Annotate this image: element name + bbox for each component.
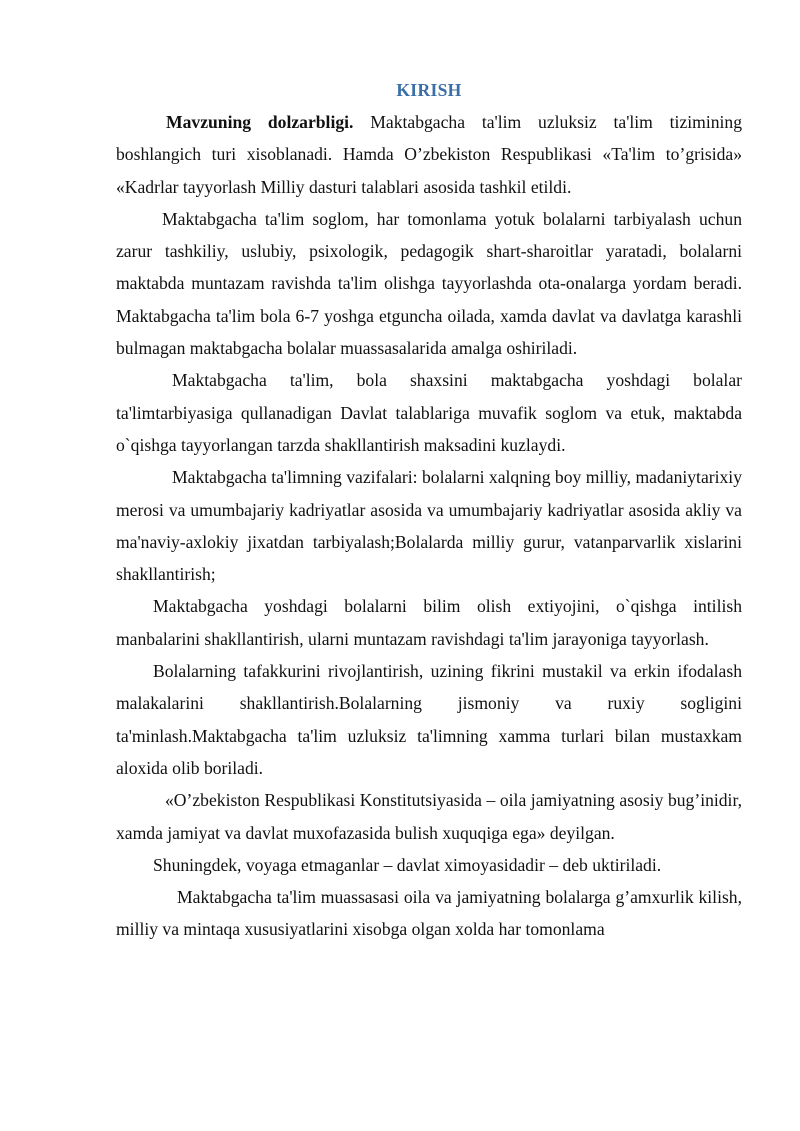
section-title: KIRISH	[396, 80, 462, 100]
paragraph-9: Maktabgacha ta'lim muassasasi oila va jamiyatning bolalarga g’amxurlik kilish, milliy va mintaqa xususiyatlarini xisobga olgan xolda har tomonlama	[116, 887, 742, 940]
paragraph-8: Shuningdek, voyaga etmaganlar – davlat ximoyasidadir – deb uktiriladi.	[153, 854, 662, 875]
paragraph-lead: Mavzuning dolzarbligi.	[166, 112, 354, 132]
paragraph-1	[116, 106, 742, 203]
paragraph-3: Maktabgacha ta'lim, bola shaxsini maktabgacha yoshdagi bolalar ta'limtarbiyasiga qullanadigan Davlat talablariga muvafik soglom va etuk, maktabda o`qishga tayyorlangan tarzda shakllantirish maksadini kuzlaydi.	[116, 370, 742, 455]
paragraph-4: Maktabgacha ta'limning vazifalari: bolalarni xalqning boy milliy, madaniytarixiy merosi va umumbajariy kadriyatlar asosida va umumbajariy kadriyatlar asosida akliy va ma'naviy-axlokiy jixatdan tarbiyalash;Bolalarda milliy gurur, vatanparvarlik xislarini shakllantirish;	[116, 467, 742, 585]
paragraph-7: «O’zbekiston Respublikasi Konstitutsiyasida – oila jamiyatning asosiy bug’inidir, xamda jamiyat va davlat muxofazasida bulish xuquqiga ega» deyilgan.	[116, 790, 742, 843]
paragraph-2: Maktabgacha ta'lim soglom, har tomonlama yotuk bolalarni tarbiyalash uchun zarur tashkiliy, uslubiy, psixologik, pedagogik shart-sharoitlar yaratadi, bolalarni maktabda muntazam ravishda ta'lim olishga tayyorlashda ota-onalarga yordam beradi. Maktabgacha ta'lim bola 6-7 yoshga etguncha oilada, xamda davlat va davlatga karashli bulmagan maktabgacha bolalar muassasalarida amalga oshiriladi.	[116, 208, 742, 359]
document-body	[116, 74, 742, 946]
paragraph-6: Bolalarning tafakkurini rivojlantirish, uzining fikrini mustakil va erkin ifodalash malakalarini shakllantirish.Bolalarning jismoniy va ruxiy sogligini ta'minlash.Maktabgacha ta'lim uzluksiz ta'limning xamma turlari bilan mustaxkam aloxida olib boriladi.	[116, 661, 742, 778]
paragraph-text: Maktabgacha ta'lim uzluksiz ta'lim tizimining boshlangich turi xisoblanadi. Hamda O’zbekiston Respublikasi «Ta'lim to’grisida» «Kadrlar tayyorlash Milliy dasturi talablari asosida tashkil etildi.	[116, 112, 742, 197]
paragraph-5: Maktabgacha yoshdagi bolalarni bilim olish extiyojini, o`qishga intilish manbalarini shakllantirish, ularni muntazam ravishdagi ta'lim jarayoniga tayyorlash.	[116, 596, 742, 649]
